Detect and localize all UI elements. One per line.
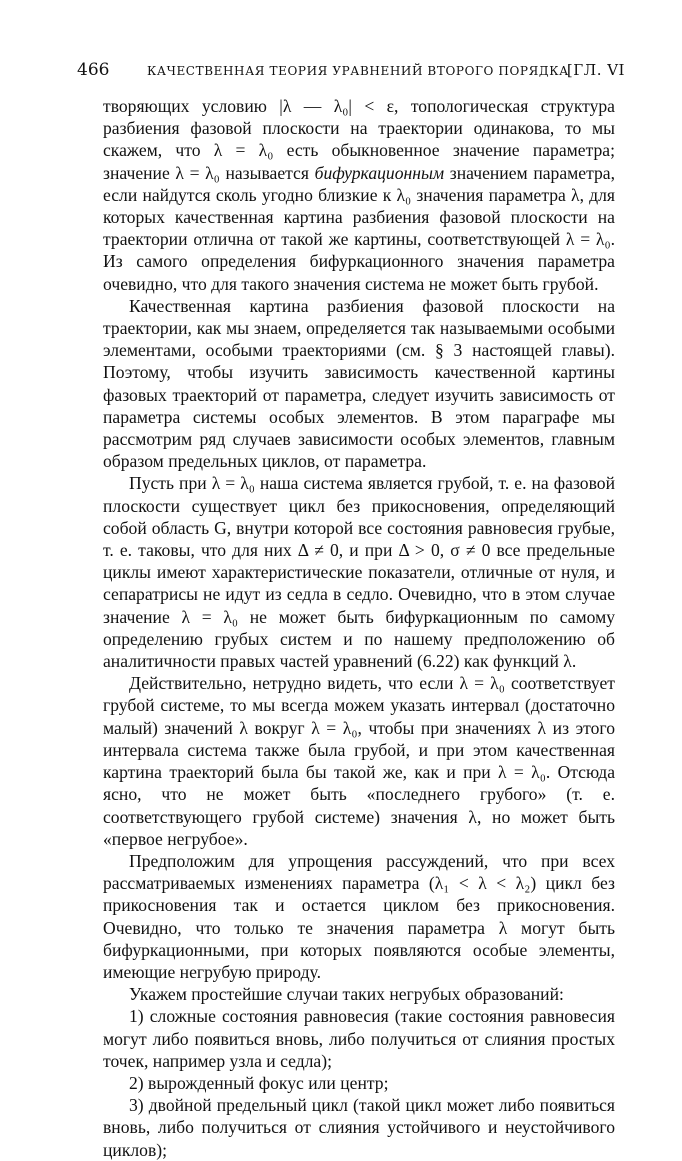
paragraph-text: творяющих условию |λ — λ₀| < ε, топологическая структура разбиения фазовой плоскости на траектории одинакова, то мы скажем, что λ = λ₀ есть обыкновенное значение параметра; значение λ = λ₀ называется <box>103 96 615 183</box>
paragraph: Пусть при λ = λ₀ наша система является грубой, т. е. на фазовой плоскости существует цикл без прикосновения, определяющий собой область G, внутри которой все состояния равновесия грубые, т. е. таковы, что для них Δ ≠ 0, и при Δ > 0, σ ≠ 0 все предельные циклы имеют характеристические показатели, отличные от нуля, и сепаратрисы не идут из седла в седло. Очевидно, что в этом случае значение λ = λ₀ не может быть бифуркационным по самому определению грубых систем и по нашему предположению об аналитичности правых частей уравнений (6.22) как функций λ. <box>103 473 615 672</box>
emphasized-term: бифуркационным <box>314 162 445 183</box>
paragraph-text: значением параметра, если найдутся сколь угодно близкие к λ₀ значения параметра λ, для которых качественная картина разбиения фазовой плоскости на траектории отлична от такой же картины, соответствующей λ = λ₀. Из самого определения бифуркационного значения параметра очевидно, что для такого значения система не может быть грубой. <box>103 162 615 294</box>
paragraph <box>103 95 615 295</box>
paragraph: Качественная картина разбиения фазовой плоскости на траектории, как мы знаем, определяется так называемыми особыми элементами, особыми траекториями (см. § 3 настоящей главы). Поэтому, чтобы изучить зависимость качественной картины фазовых траекторий от параметра, следует изучить зависимость от параметра системы особых элементов. В этом параграфе мы рассмотрим ряд случаев зависимости особых элементов, главным образом предельных циклов, от параметра. <box>103 295 615 472</box>
list-item: 2) вырожденный фокус или центр; <box>129 1072 389 1093</box>
paragraph: Действительно, нетрудно видеть, что если λ = λ₀ соответствует грубой системе, то мы всегда можем указать интервал (достаточно малый) значений λ вокруг λ = λ₀, чтобы при значениях λ из этого интервала система также была грубой, и при этом качественная картина траекторий была бы такой же, как и при λ = λ₀. Отсюда ясно, что не может быть «последнего грубого» (т. е. соответствующего грубой системе) значения λ, но может быть «первое негрубое». <box>103 673 615 849</box>
body-text <box>103 95 615 1161</box>
paragraph: Предположим для упрощения рассуждений, что при всех рассматриваемых изменениях параметра (λ₁ < λ < λ₂) цикл без прикосновения так и остается циклом без прикосновения. Очевидно, что только те значения параметра λ могут быть бифуркационными, при которых появляются особые элементы, имеющие негрубую природу. <box>103 850 615 982</box>
running-title: КАЧЕСТВЕННАЯ ТЕОРИЯ УРАВНЕНИЙ ВТОРОГО ПОРЯДКА <box>147 64 569 78</box>
chapter-reference: [ГЛ. VI <box>566 61 625 79</box>
list-item: 3) двойной предельный цикл (такой цикл может либо появиться вновь, либо получиться от слияния устойчивого и неустойчивого циклов); <box>103 1095 615 1160</box>
list-item: 1) сложные состояния равновесия (такие состояния равновесия могут либо появиться вновь, либо получиться от слияния простых точек, например узла и седла); <box>103 1006 615 1071</box>
page-number: 466 <box>77 60 110 80</box>
page-header <box>77 58 625 82</box>
paragraph: Укажем простейшие случаи таких негрубых образований: <box>129 984 564 1005</box>
